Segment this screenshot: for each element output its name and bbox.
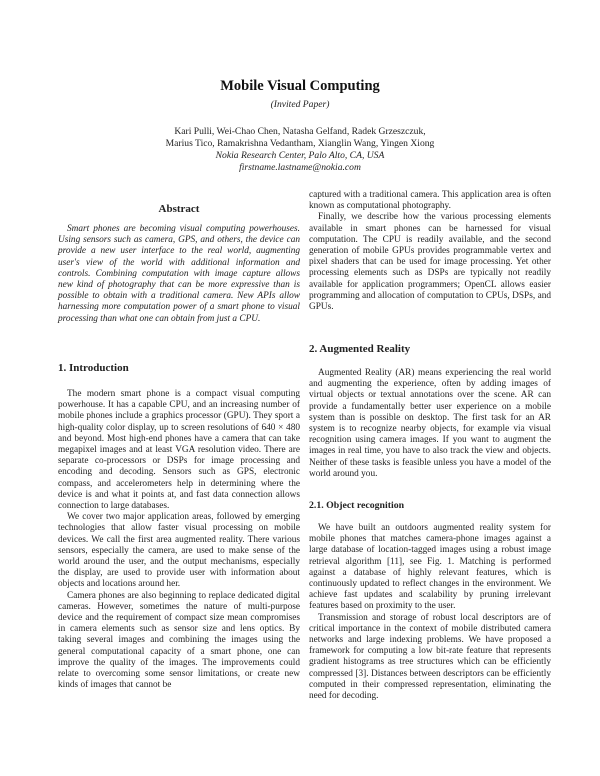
paper-subtitle: (Invited Paper) xyxy=(270,99,330,110)
intro-paragraph-finally: Finally, we describe how the various processing elements available in smart phones can be harnessed for visual computation. The CPU is readily available, and the second generation of mobile GPUs provides programmable vertex and pixel shaders that can be used for image processing. Yet other processing elements such as DSPs are typically not readily available for application programmers; OpenCL allows easier programming and allocation of computation to CPUs, DSPs, and GPUs. xyxy=(309,212,551,313)
paper-title: Mobile Visual Computing xyxy=(220,78,380,94)
intro-body xyxy=(58,389,300,691)
abstract-text: Smart phones are becoming visual computing powerhouses. Using sensors such as camera, GPS, and others, the device can provide a new user interface to the real world, augmenting user's view of the world with additional information and controls. Combining computation with image capture allows new kind of photography that can be more expressive than is possible to obtain with a traditional camera. New APIs allow harnessing more computation power of a smart phone to visual processing than what one can obtain from just a CPU. xyxy=(58,224,300,324)
intro-paragraph-1: The modern smart phone is a compact visual computing powerhouse. It has a capable CPU, and an increasing number of mobile phones include a graphics processor (GPU). They sport a high-quality color display, up to screen resolutions of 640 × 480 and beyond. Most high-end phones have a camera that can take megapixel images and at least VGA resolution video. There are separate co-processors or DSPs for image processing and encoding and decoding. Sensors such as GPS, electronic compass, and accelerometers help in determining where the device is and what it points at, and fast data connection allows connection to large databases. xyxy=(58,389,300,512)
object-recognition-paragraph-1: We have built an outdoors augmented reality system for mobile phones that matches camera-phone images against a large database of location-tagged images using a robust image retrieval algorithm [11], see Fig. 1. Matching is performed against a database of highly relevant features, which is continuously updated to reflect changes in the environment. We achieve fast updates and scalability by pruning irrelevant features based on proximity to the user. xyxy=(309,523,551,612)
object-recognition-body xyxy=(309,523,551,702)
authors-line-2: Marius Tico, Ramakrishna Vedantham, Xianglin Wang, Yingen Xiong xyxy=(165,138,435,149)
intro-paragraph-2: We cover two major application areas, followed by emerging technologies that allow faster visual processing on mobile devices. We call the first area augmented reality. There various sensors, especially the camera, are used to make sense of the world around the user, and the output mechanisms, especially the display, are used to provide user with information about objects and locations around her. xyxy=(58,512,300,590)
authors-line-1: Kari Pulli, Wei-Chao Chen, Natasha Gelfand, Radek Grzeszczuk, xyxy=(174,126,426,137)
ar-paragraph-1: Augmented Reality (AR) means experiencing the real world and augmenting the experience, often by adding images of virtual objects or textual annotations over the scene. AR can provide a fundamentally better user experience on a mobile system than is possible on desktop. The first task for an AR system is to recognize nearby objects, for example via visual recognition using camera images. If you want to augment the images in real time, you have to also track the view and objects. Neither of these tasks is feasible unless you have a model of the world around you. xyxy=(309,368,551,479)
right-column-top xyxy=(309,190,551,313)
author-email: firstname.lastname@nokia.com xyxy=(239,162,361,173)
intro-continuation: captured with a traditional camera. This application area is often known as computational photography. xyxy=(309,190,551,212)
author-block xyxy=(0,126,600,174)
ar-body xyxy=(309,368,551,480)
object-recognition-heading: 2.1. Object recognition xyxy=(309,500,405,511)
ar-heading: 2. Augmented Reality xyxy=(309,343,411,355)
abstract-body xyxy=(58,224,300,325)
affiliation: Nokia Research Center, Palo Alto, CA, USA xyxy=(215,150,385,161)
intro-paragraph-3: Camera phones are also beginning to replace dedicated digital cameras. However, sometimes the nature of multi-purpose device and the requirement of compact size mean compromises in camera elements such as sensor size and lens optics. By taking several images and combining the images using the general computational capacity of a smart phone, one can improve the quality of the images. The improvements could relate to overcoming some sensor limitations, or create new kinds of images that cannot be xyxy=(58,590,300,691)
intro-heading: 1. Introduction xyxy=(58,362,129,374)
object-recognition-paragraph-2: Transmission and storage of robust local descriptors are of critical importance in the context of mobile distributed camera networks and large indexing problems. We have proposed a framework for computing a low bit-rate feature that represents gradient histograms as tree structures which can be efficiently compressed [3]. Distances between descriptors can be efficiently computed in their compressed representation, eliminating the need for decoding. xyxy=(309,612,551,702)
abstract-heading: Abstract xyxy=(158,203,200,215)
